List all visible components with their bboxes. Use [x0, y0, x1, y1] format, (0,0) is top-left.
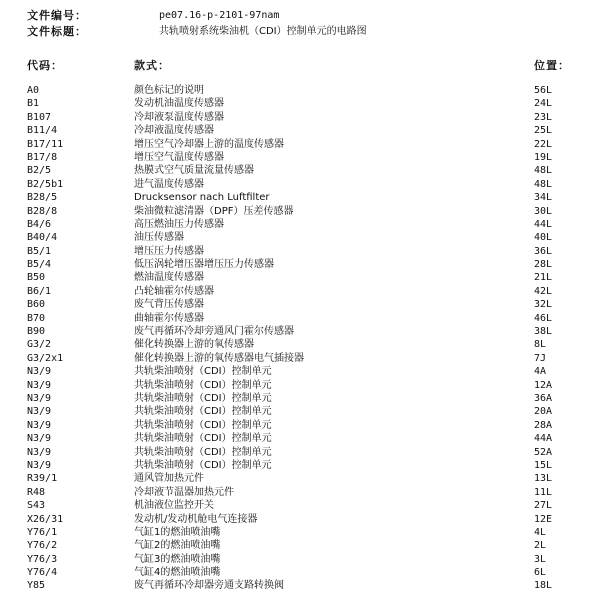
row-position: 42L: [534, 285, 553, 297]
row-position: 32L: [534, 299, 553, 311]
row-description: 共轨柴油喷射（CDI）控制单元: [134, 459, 272, 471]
row-position: 27L: [534, 500, 553, 512]
row-description: 气缸4的燃油喷油嘴: [134, 567, 221, 579]
row-code: B11/4: [27, 125, 58, 137]
row-code: Y76/4: [27, 567, 58, 579]
table-row: [0, 499, 600, 512]
row-position: 25L: [534, 125, 553, 137]
row-code: N3/9: [27, 392, 52, 404]
table-row: [0, 205, 600, 218]
table-row: [0, 84, 600, 97]
table-row: [0, 405, 600, 418]
row-position: 36L: [534, 245, 553, 257]
row-code: B107: [27, 111, 52, 123]
row-code: B28/5: [27, 192, 58, 204]
row-position: 4A: [534, 366, 547, 378]
row-position: 34L: [534, 192, 553, 204]
row-position: 48L: [534, 178, 553, 190]
column-header-description: 款式：: [134, 59, 170, 72]
table-row: [0, 151, 600, 164]
row-code: A0: [27, 85, 40, 96]
row-code: N3/9: [27, 379, 52, 391]
row-code: N3/9: [27, 459, 52, 471]
row-code: N3/9: [27, 419, 52, 431]
row-code: N3/9: [27, 433, 52, 445]
row-description: 共轨柴油喷射（CDI）控制单元: [134, 406, 272, 418]
row-position: 4L: [534, 526, 547, 538]
table-row: [0, 164, 600, 177]
row-position: 11L: [534, 486, 553, 498]
row-description: 催化转换器上游的氧传感器: [134, 339, 254, 351]
row-description: 柴油微粒滤清器（DPF）压差传感器: [134, 205, 294, 217]
row-position: 48L: [534, 165, 553, 177]
table-row: [0, 459, 600, 472]
row-code: G3/2x1: [27, 352, 64, 364]
table-row: [0, 191, 600, 204]
row-description: 增压压力传感器: [134, 245, 204, 257]
row-description: 共轨柴油喷射（CDI）控制单元: [134, 392, 272, 404]
table-row: [0, 446, 600, 459]
row-position: 23L: [534, 111, 553, 123]
row-position: 20A: [534, 406, 553, 418]
table-row: [0, 486, 600, 499]
table-row: [0, 298, 600, 311]
row-description: Drucksensor nach Luftfilter: [134, 192, 270, 204]
row-code: S43: [27, 500, 46, 512]
table-row: [0, 419, 600, 432]
row-position: 19L: [534, 151, 553, 163]
row-description: 废气再循环冷却旁通风门霍尔传感器: [134, 326, 294, 338]
row-position: 3L: [534, 553, 547, 565]
table-row: [0, 379, 600, 392]
row-description: 高压燃油压力传感器: [134, 218, 224, 230]
component-table: [0, 84, 600, 593]
table-row: [0, 231, 600, 244]
table-row: [0, 124, 600, 137]
row-code: B40/4: [27, 232, 58, 244]
row-description: 废气再循环冷却器旁通支路转换阀: [134, 580, 284, 592]
doc-number-value: pe07.16-p-2101-97nam: [159, 10, 280, 21]
row-description: 催化转换器上游的氧传感器电气插接器: [134, 352, 304, 364]
row-code: B4/6: [27, 218, 52, 230]
row-code: B90: [27, 326, 46, 338]
table-row: [0, 325, 600, 338]
row-description: 进气温度传感器: [134, 178, 204, 190]
row-description: 机油液位监控开关: [134, 500, 214, 512]
column-header-position: 位置：: [534, 59, 570, 72]
row-code: B5/1: [27, 245, 52, 257]
row-description: 热膜式空气质量流量传感器: [134, 165, 254, 177]
row-description: 共轨柴油喷射（CDI）控制单元: [134, 446, 272, 458]
row-description: 冷却液泵温度传感器: [134, 111, 224, 123]
row-code: Y76/2: [27, 540, 58, 552]
row-position: 12E: [534, 513, 553, 525]
doc-title-row: [27, 25, 587, 39]
row-code: N3/9: [27, 366, 52, 378]
table-row: [0, 539, 600, 552]
row-description: 颜色标记的说明: [134, 85, 204, 96]
table-row: [0, 432, 600, 445]
row-position: 46L: [534, 312, 553, 324]
doc-number-row: [27, 9, 587, 23]
row-position: 15L: [534, 459, 553, 471]
row-position: 52A: [534, 446, 553, 458]
row-description: 共轨柴油喷射（CDI）控制单元: [134, 366, 272, 378]
row-code: N3/9: [27, 446, 52, 458]
row-code: B70: [27, 312, 46, 324]
row-code: R39/1: [27, 473, 58, 485]
row-description: 冷却液温度传感器: [134, 125, 214, 137]
table-row: [0, 245, 600, 258]
row-position: 2L: [534, 540, 547, 552]
row-code: B1: [27, 98, 40, 110]
row-description: 发动机油温度传感器: [134, 98, 224, 110]
row-position: 7J: [534, 352, 547, 364]
row-position: 21L: [534, 272, 553, 284]
row-code: B50: [27, 272, 46, 284]
row-code: B28/8: [27, 205, 58, 217]
row-description: 冷却液节温器加热元件: [134, 486, 234, 498]
row-code: N3/9: [27, 406, 52, 418]
row-position: 44A: [534, 433, 553, 445]
row-code: B17/11: [27, 138, 64, 150]
table-row: [0, 178, 600, 191]
table-row: [0, 138, 600, 151]
doc-title-label: 文件标题：: [27, 25, 87, 38]
row-description: 通风管加热元件: [134, 473, 204, 485]
row-position: 24L: [534, 98, 553, 110]
row-position: 28A: [534, 419, 553, 431]
row-position: 30L: [534, 205, 553, 217]
row-code: B2/5: [27, 165, 52, 177]
table-row: [0, 566, 600, 579]
row-code: Y85: [27, 580, 46, 592]
row-position: 18L: [534, 580, 553, 592]
table-row: [0, 579, 600, 592]
row-description: 增压空气温度传感器: [134, 151, 224, 163]
row-description: 油压传感器: [134, 232, 184, 244]
row-code: G3/2: [27, 339, 52, 351]
table-row: [0, 352, 600, 365]
table-row: [0, 97, 600, 110]
doc-number-label: 文件编号：: [27, 9, 87, 22]
column-header-code: 代码：: [27, 59, 63, 72]
row-code: B60: [27, 299, 46, 311]
row-position: 28L: [534, 259, 553, 271]
row-position: 44L: [534, 218, 553, 230]
row-description: 增压空气冷却器上游的温度传感器: [134, 138, 284, 150]
row-description: 气缸1的燃油喷油嘴: [134, 526, 221, 538]
table-row: [0, 553, 600, 566]
row-description: 曲轴霍尔传感器: [134, 312, 204, 324]
table-row: [0, 271, 600, 284]
row-position: 38L: [534, 326, 553, 338]
row-code: X26/31: [27, 513, 64, 525]
table-row: [0, 513, 600, 526]
row-description: 共轨柴油喷射（CDI）控制单元: [134, 433, 272, 445]
row-code: Y76/1: [27, 526, 58, 538]
table-row: [0, 218, 600, 231]
doc-title-value: 共轨喷射系统柴油机（CDI）控制单元的电路图: [159, 26, 367, 37]
row-description: 燃油温度传感器: [134, 272, 204, 284]
row-description: 气缸3的燃油喷油嘴: [134, 553, 221, 565]
row-position: 40L: [534, 232, 553, 244]
row-description: 凸轮轴霍尔传感器: [134, 285, 214, 297]
row-position: 8L: [534, 339, 547, 351]
row-description: 低压涡轮增压器增压压力传感器: [134, 259, 274, 271]
row-code: R48: [27, 486, 46, 498]
table-row: [0, 258, 600, 271]
row-code: B6/1: [27, 285, 52, 297]
table-row: [0, 472, 600, 485]
row-code: Y76/3: [27, 553, 58, 565]
row-description: 废气背压传感器: [134, 299, 204, 311]
row-code: B5/4: [27, 259, 52, 271]
row-position: 12A: [534, 379, 553, 391]
row-position: 13L: [534, 473, 553, 485]
table-row: [0, 392, 600, 405]
row-description: 共轨柴油喷射（CDI）控制单元: [134, 419, 272, 431]
table-row: [0, 526, 600, 539]
row-description: 气缸2的燃油喷油嘴: [134, 540, 221, 552]
row-description: 共轨柴油喷射（CDI）控制单元: [134, 379, 272, 391]
table-row: [0, 312, 600, 325]
table-row: [0, 285, 600, 298]
row-position: 36A: [534, 392, 553, 404]
row-code: B17/8: [27, 151, 58, 163]
row-position: 56L: [534, 85, 553, 96]
table-row: [0, 365, 600, 378]
row-description: 发动机/发动机舱电气连接器: [134, 513, 258, 525]
row-position: 6L: [534, 567, 547, 579]
row-position: 22L: [534, 138, 553, 150]
row-code: B2/5b1: [27, 178, 64, 190]
table-row: [0, 111, 600, 124]
table-row: [0, 338, 600, 351]
